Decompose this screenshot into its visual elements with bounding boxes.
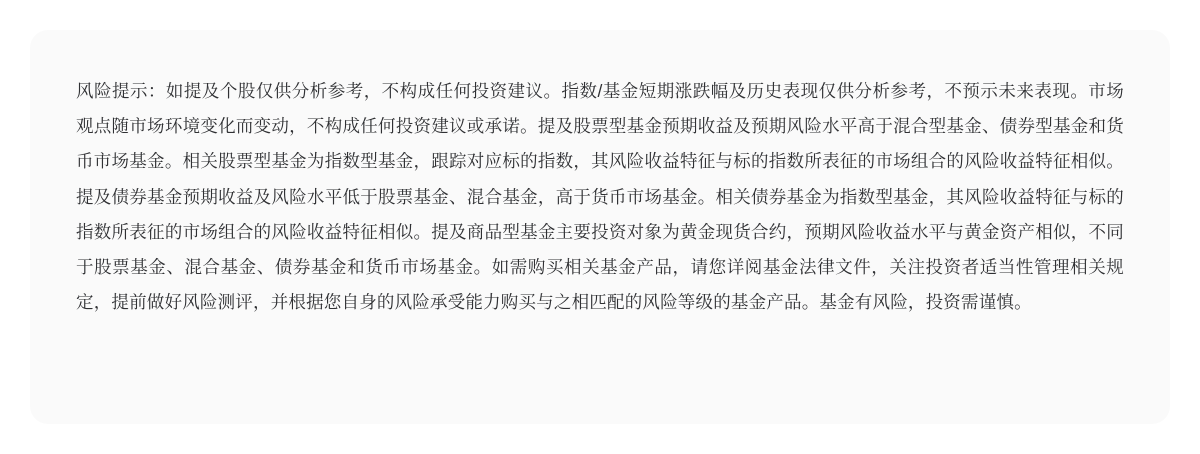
risk-disclaimer-text: 风险提示：如提及个股仅供分析参考，不构成任何投资建议。指数/基金短期涨跌幅及历史表现仅供分析参考，不预示未来表现。市场观点随市场环境变化而变动，不构成任何投资建议或承诺。提及股票型基金预期收益及预期风险水平高于混合型基金、债券型基金和货币市场基金。相关股票型基金为指数型基金，跟踪对应标的指数，其风险收益特征与标的指数所表征的市场组合的风险收益特征相似。提及债券基金预期收益及风险水平低于股票基金、混合基金，高于货币市场基金。相关债券基金为指数型基金，其风险收益特征与标的指数所表征的市场组合的风险收益特征相似。提及商品型基金主要投资对象为黄金现货合约，预期风险收益水平与黄金资产相似，不同于股票基金、混合基金、债券基金和货币市场基金。如需购买相关基金产品，请您详阅基金法律文件，关注投资者适当性管理相关规定，提前做好风险测评，并根据您自身的风险承受能力购买与之相匹配的风险等级的基金产品。基金有风险，投资需谨慎。	[76, 81, 1124, 313]
risk-disclaimer-card	[30, 30, 1170, 424]
